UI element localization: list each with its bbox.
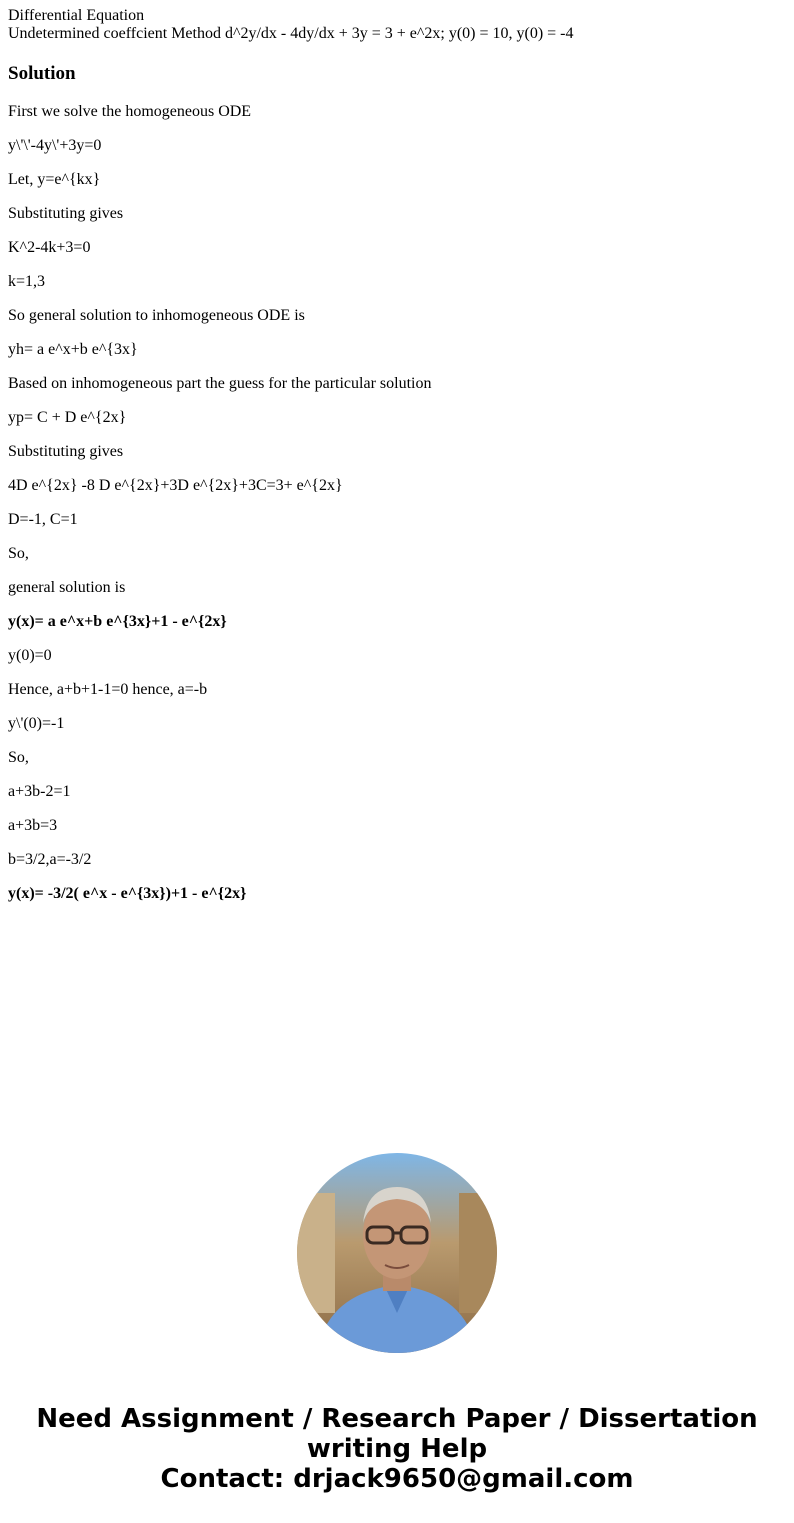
- solution-step: a+3b=3: [8, 817, 58, 834]
- question-header: [8, 7, 574, 43]
- solution-step: Let, y=e^{kx}: [8, 171, 101, 188]
- solution-step: y\'\'-4y\'+3y=0: [8, 137, 102, 154]
- general-solution-result: y(x)= a e^x+b e^{3x}+1 - e^{2x}: [8, 613, 227, 630]
- solution-step: So,: [8, 545, 29, 562]
- solution-step: b=3/2,a=-3/2: [8, 851, 92, 868]
- contact-line: Contact: drjack9650@gmail.com: [160, 1464, 634, 1494]
- category-title: Differential Equation: [8, 7, 145, 24]
- solution-step: Hence, a+b+1-1=0 hence, a=-b: [8, 681, 208, 698]
- author-portrait-illustration: [297, 1153, 497, 1353]
- solution-step: yh= a e^x+b e^{3x}: [8, 341, 138, 358]
- final-answer: y(x)= -3/2( e^x - e^{3x})+1 - e^{2x}: [8, 885, 247, 902]
- solution-step: K^2-4k+3=0: [8, 239, 91, 256]
- solution-step: First we solve the homogeneous ODE: [8, 103, 252, 120]
- solution-step: a+3b-2=1: [8, 783, 71, 800]
- solution-step: So,: [8, 749, 29, 766]
- promo-footer: [0, 1404, 794, 1494]
- solution-step: k=1,3: [8, 273, 46, 290]
- author-avatar: [297, 1153, 497, 1353]
- solution-step: yp= C + D e^{2x}: [8, 409, 127, 426]
- solution-step: Substituting gives: [8, 205, 124, 222]
- solution-step: y\'(0)=-1: [8, 715, 65, 732]
- solution-step: y(0)=0: [8, 647, 52, 664]
- solution-step: So general solution to inhomogeneous ODE is: [8, 307, 305, 324]
- question-text: Undetermined coeffcient Method d^2y/dx - 4dy/dx + 3y = 3 + e^2x; y(0) = 10, y(0) = -4: [8, 25, 574, 42]
- solution-step: 4D e^{2x} -8 D e^{2x}+3D e^{2x}+3C=3+ e^{2x}: [8, 477, 343, 494]
- solution-step: D=-1, C=1: [8, 511, 78, 528]
- solution-step: Substituting gives: [8, 443, 124, 460]
- promo-line-1: Need Assignment / Research Paper / Dissertation: [36, 1404, 758, 1434]
- promo-line-2: writing Help: [306, 1434, 488, 1464]
- solution-step: general solution is: [8, 579, 126, 596]
- solution-step: Based on inhomogeneous part the guess for the particular solution: [8, 375, 432, 392]
- solution-heading: Solution: [8, 63, 76, 84]
